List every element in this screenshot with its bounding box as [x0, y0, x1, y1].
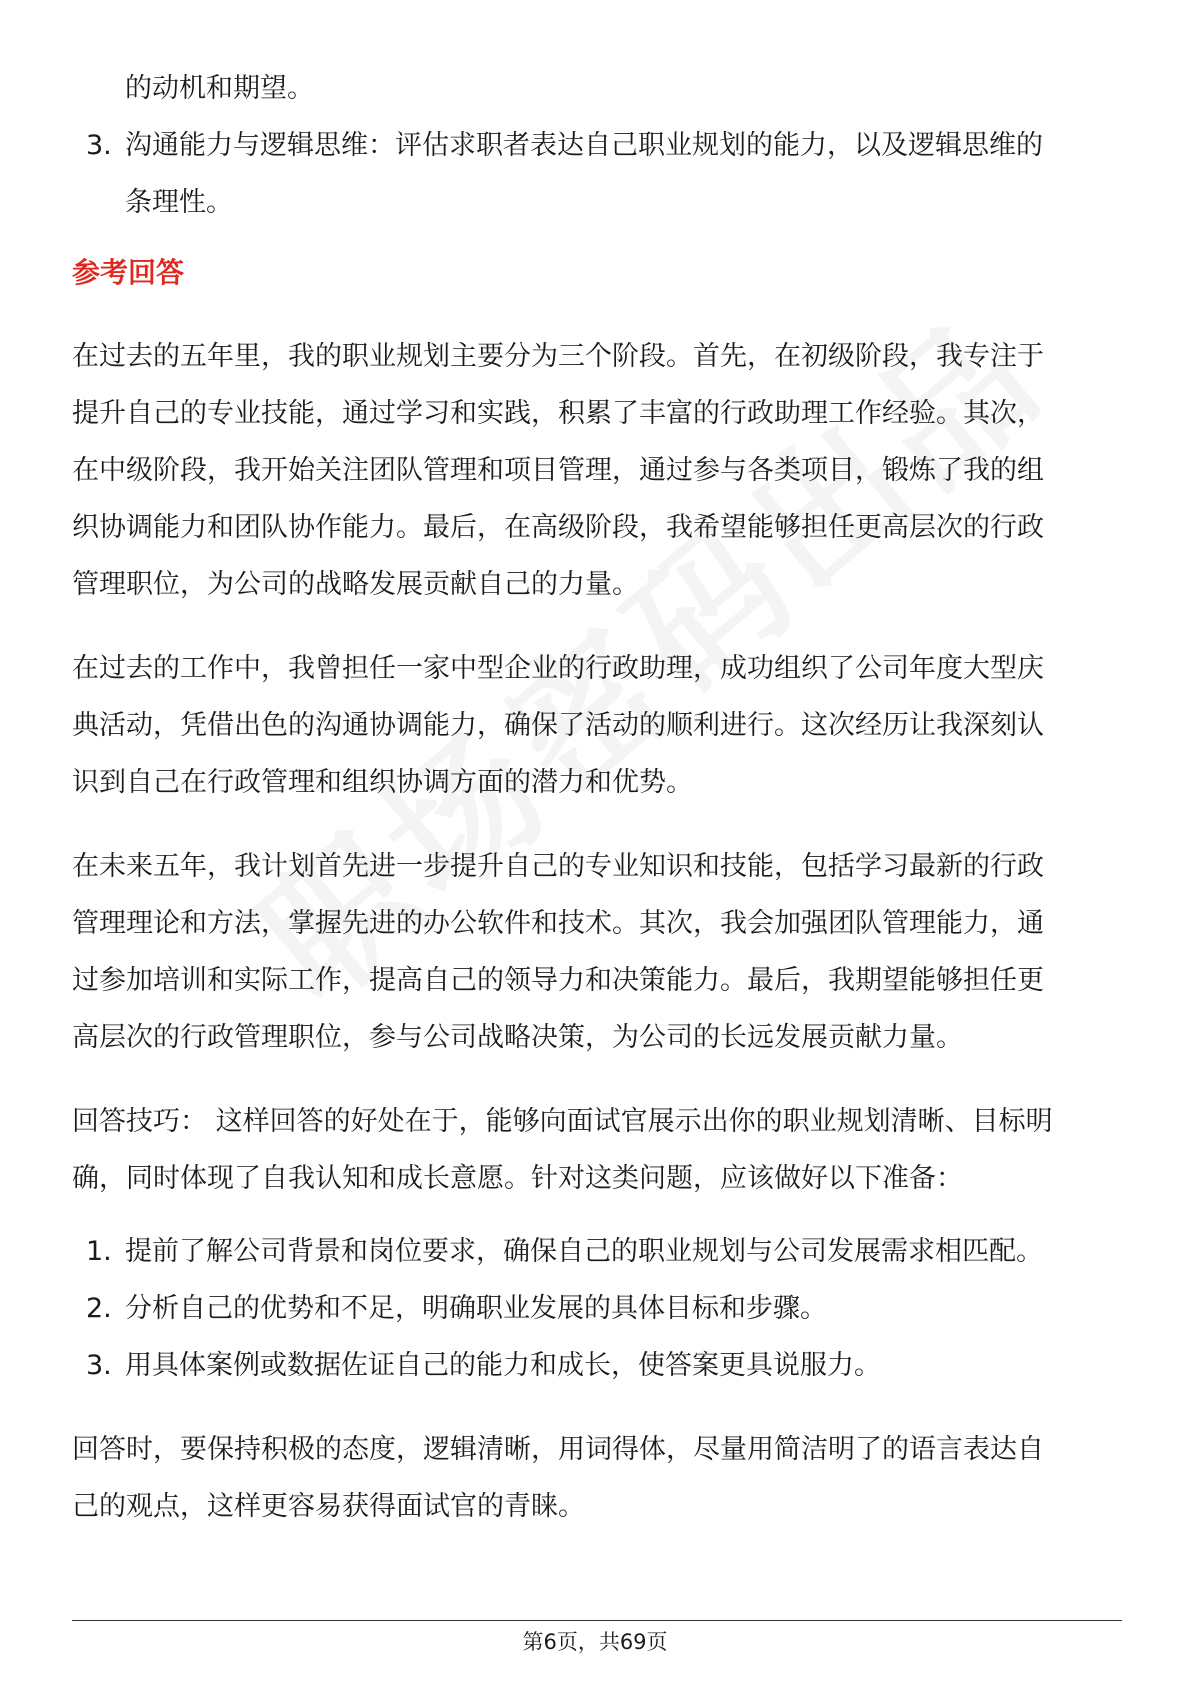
list-number: 3.	[86, 130, 112, 161]
paragraph-line: 识到自己在行政管理和组织协调方面的潜力和优势。	[72, 767, 693, 798]
list-item-continuation: 的动机和期望。	[125, 73, 314, 104]
paragraph-line: 过参加培训和实际工作，提高自己的领导力和决策能力。最后，我期望能够担任更	[72, 965, 1044, 996]
paragraph-line: 高层次的行政管理职位，参与公司战略决策，为公司的长远发展贡献力量。	[72, 1022, 963, 1053]
list-item	[72, 117, 1122, 174]
paragraph	[72, 838, 1122, 1066]
paragraph-line: 在中级阶段，我开始关注团队管理和项目管理，通过参与各类项目，锻炼了我的组	[72, 455, 1044, 486]
list-number: 2.	[86, 1293, 112, 1324]
closing-paragraph	[72, 1421, 1122, 1535]
paragraph-line: 典活动，凭借出色的沟通协调能力，确保了活动的顺利进行。这次经历让我深刻认	[72, 710, 1044, 741]
paragraph-line: 在过去的五年里，我的职业规划主要分为三个阶段。首先，在初级阶段，我专注于	[72, 341, 1044, 372]
list-item-text: 分析自己的优势和不足，明确职业发展的具体目标和步骤。	[125, 1293, 827, 1324]
paragraph-line: 回答技巧： 这样回答的好处在于，能够向面试官展示出你的职业规划清晰、目标明	[72, 1106, 1053, 1137]
paragraph	[72, 1093, 1122, 1207]
tips-list	[72, 1223, 1122, 1394]
paragraph-line: 回答时，要保持积极的态度，逻辑清晰，用词得体，尽量用简洁明了的语言表达自	[72, 1434, 1044, 1465]
page-number: 第6页，共69页	[522, 1630, 668, 1654]
paragraph	[72, 328, 1122, 613]
list-item-text: 条理性。	[125, 187, 233, 218]
list-item-text: 提前了解公司背景和岗位要求，确保自己的职业规划与公司发展需求相匹配。	[125, 1236, 1043, 1267]
paragraph-line: 提升自己的专业技能，通过学习和实践，积累了丰富的行政助理工作经验。其次，	[72, 398, 1044, 429]
page-content	[72, 60, 1122, 1535]
paragraph-line: 管理理论和方法，掌握先进的办公软件和技术。其次，我会加强团队管理能力，通	[72, 908, 1044, 939]
list-number: 1.	[86, 1236, 112, 1267]
paragraph-line: 确，同时体现了自我认知和成长意愿。针对这类问题，应该做好以下准备：	[72, 1163, 963, 1194]
list-item-text: 沟通能力与逻辑思维：评估求职者表达自己职业规划的能力，以及逻辑思维的	[125, 130, 1043, 161]
list-item	[72, 1337, 1122, 1394]
paragraph-line: 织协调能力和团队协作能力。最后，在高级阶段，我希望能够担任更高层次的行政	[72, 512, 1044, 543]
paragraph-line: 在过去的工作中，我曾担任一家中型企业的行政助理，成功组织了公司年度大型庆	[72, 653, 1044, 684]
section-heading: 参考回答	[72, 256, 185, 289]
list-item-wrap	[72, 174, 1122, 231]
list-number: 3.	[86, 1350, 112, 1381]
paragraph-line: 管理职位，为公司的战略发展贡献自己的力量。	[72, 569, 639, 600]
paragraph-line: 在未来五年，我计划首先进一步提升自己的专业知识和技能，包括学习最新的行政	[72, 851, 1044, 882]
list-item	[72, 1280, 1122, 1337]
list-item-text: 用具体案例或数据佐证自己的能力和成长，使答案更具说服力。	[125, 1350, 881, 1381]
footer-divider	[72, 1620, 1122, 1621]
list-item	[72, 1223, 1122, 1280]
evaluation-list	[72, 117, 1122, 231]
paragraph	[72, 640, 1122, 811]
paragraph-line: 己的观点，这样更容易获得面试官的青睐。	[72, 1491, 585, 1522]
